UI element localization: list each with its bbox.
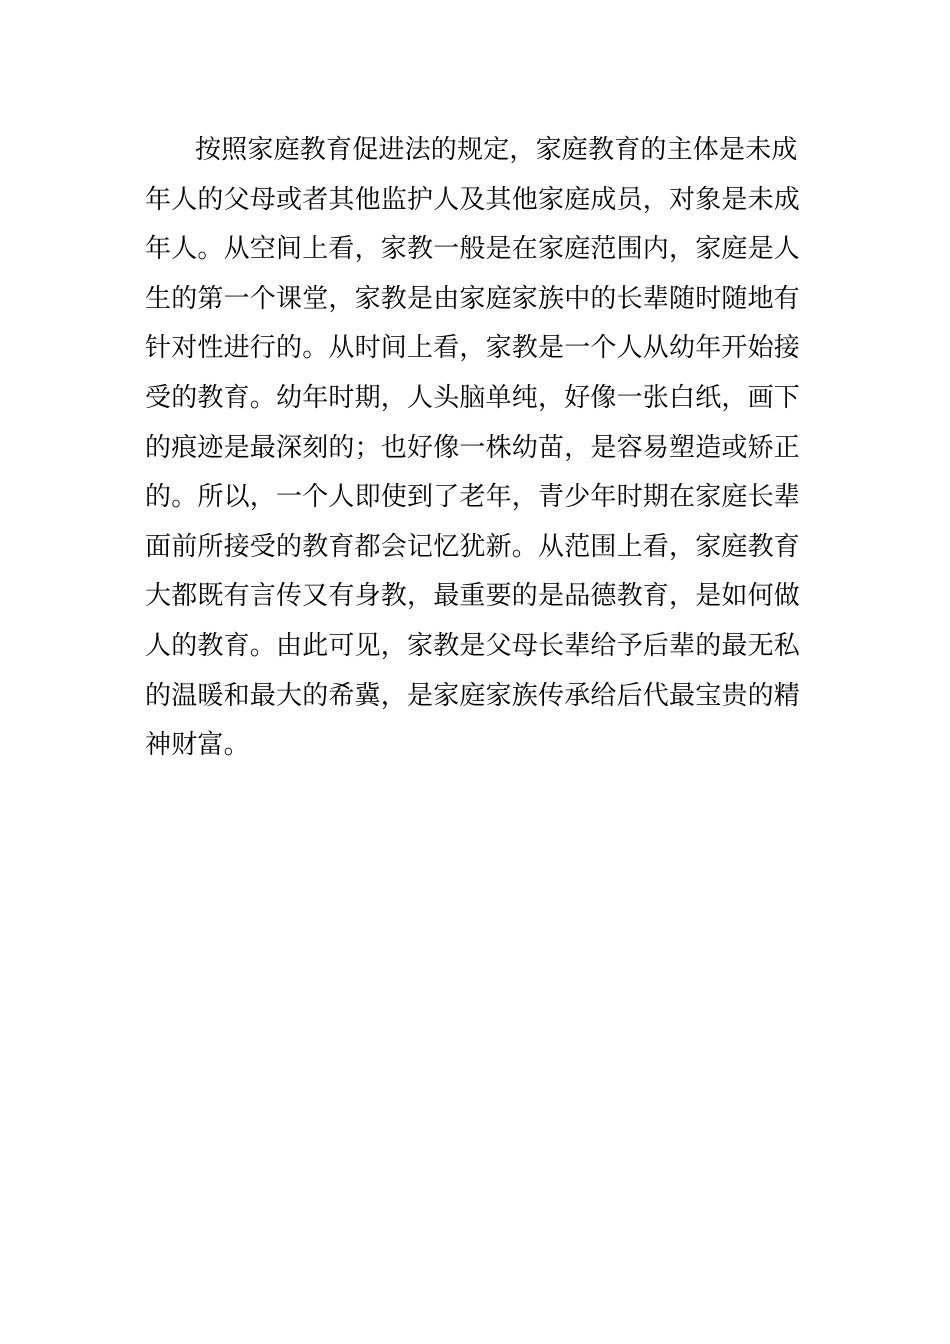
paragraph-line: 生的第一个课堂，家教是由家庭家族中的长辈随时随地有 bbox=[145, 283, 801, 314]
paragraph-line: 年人的父母或者其他监护人及其他家庭成员，对象是未成 bbox=[145, 184, 801, 215]
paragraph-line: 的痕迹是最深刻的；也好像一株幼苗，是容易塑造或矫正 bbox=[145, 432, 801, 463]
paragraph-line: 面前所接受的教育都会记忆犹新。从范围上看，家庭教育 bbox=[145, 531, 801, 562]
paragraph-line: 的温暖和最大的希冀，是家庭家族传承给后代最宝贵的精 bbox=[145, 680, 801, 711]
paragraph-line: 年人。从空间上看，家教一般是在家庭范围内，家庭是人 bbox=[145, 234, 801, 265]
paragraph-line: 神财富。 bbox=[145, 730, 250, 761]
paragraph-line: 人的教育。由此可见，家教是父母长辈给予后辈的最无私 bbox=[145, 630, 801, 661]
paragraph-line: 的。所以，一个人即使到了老年，青少年时期在家庭长辈 bbox=[145, 482, 801, 513]
paragraph-line: 针对性进行的。从时间上看，家教是一个人从幼年开始接 bbox=[145, 333, 801, 364]
paragraph-line: 按照家庭教育促进法的规定，家庭教育的主体是未成 bbox=[195, 135, 798, 165]
body-paragraph bbox=[145, 126, 815, 771]
paragraph-line: 受的教育。幼年时期，人头脑单纯，好像一张白纸，画下 bbox=[145, 382, 801, 413]
paragraph-line: 大都既有言传又有身教，最重要的是品德教育，是如何做 bbox=[145, 581, 801, 612]
